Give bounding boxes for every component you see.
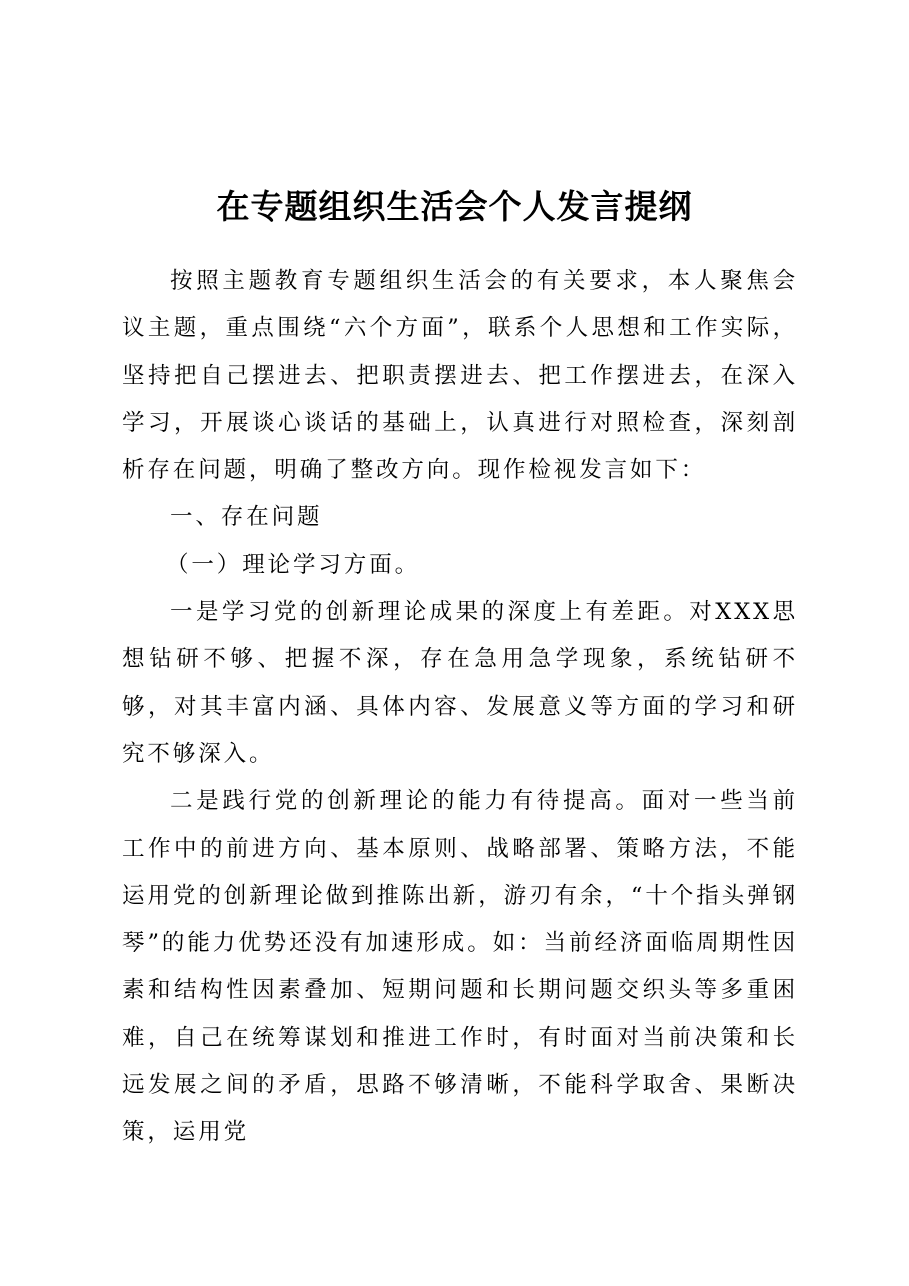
document-body [122, 258, 798, 1157]
point-two-paragraph: 二是践行党的创新理论的能力有待提高。面对一些当前工作中的前进方向、基本原则、战略部署、策略方法，不能运用党的创新理论做到推陈出新，游刃有余，“十个指头弹钢琴”的能力优势还没有加速形成。如：当前经济面临周期性因素和结构性因素叠加、短期问题和长期问题交织头等多重困难，自己在统筹谋划和推进工作时，有时面对当前决策和长远发展之间的矛盾，思路不够清晰，不能科学取舍、果断决策，运用党 [122, 788, 798, 1146]
subsection-heading: （一）理论学习方面。 [166, 551, 421, 578]
point-one-paragraph: 一是学习党的创新理论成果的深度上有差距。对XXX思想钻研不够、把握不深，存在急用急学现象，系统钻研不够，对其丰富内涵、具体内容、发展意义等方面的学习和研究不够深入。 [122, 599, 798, 767]
intro-paragraph: 按照主题教育专题组织生活会的有关要求，本人聚焦会议主题，重点围绕“六个方面”，联系个人思想和工作实际，坚持把自己摆进去、把职责摆进去、把工作摆进去，在深入学习，开展谈心谈话的基础上，认真进行对照检查，深刻剖析存在问题，明确了整改方向。现作检视发言如下： [122, 268, 798, 484]
section-heading: 一、存在问题 [170, 504, 323, 531]
document-title: 在专题组织生活会个人发言提纲 [216, 187, 693, 226]
